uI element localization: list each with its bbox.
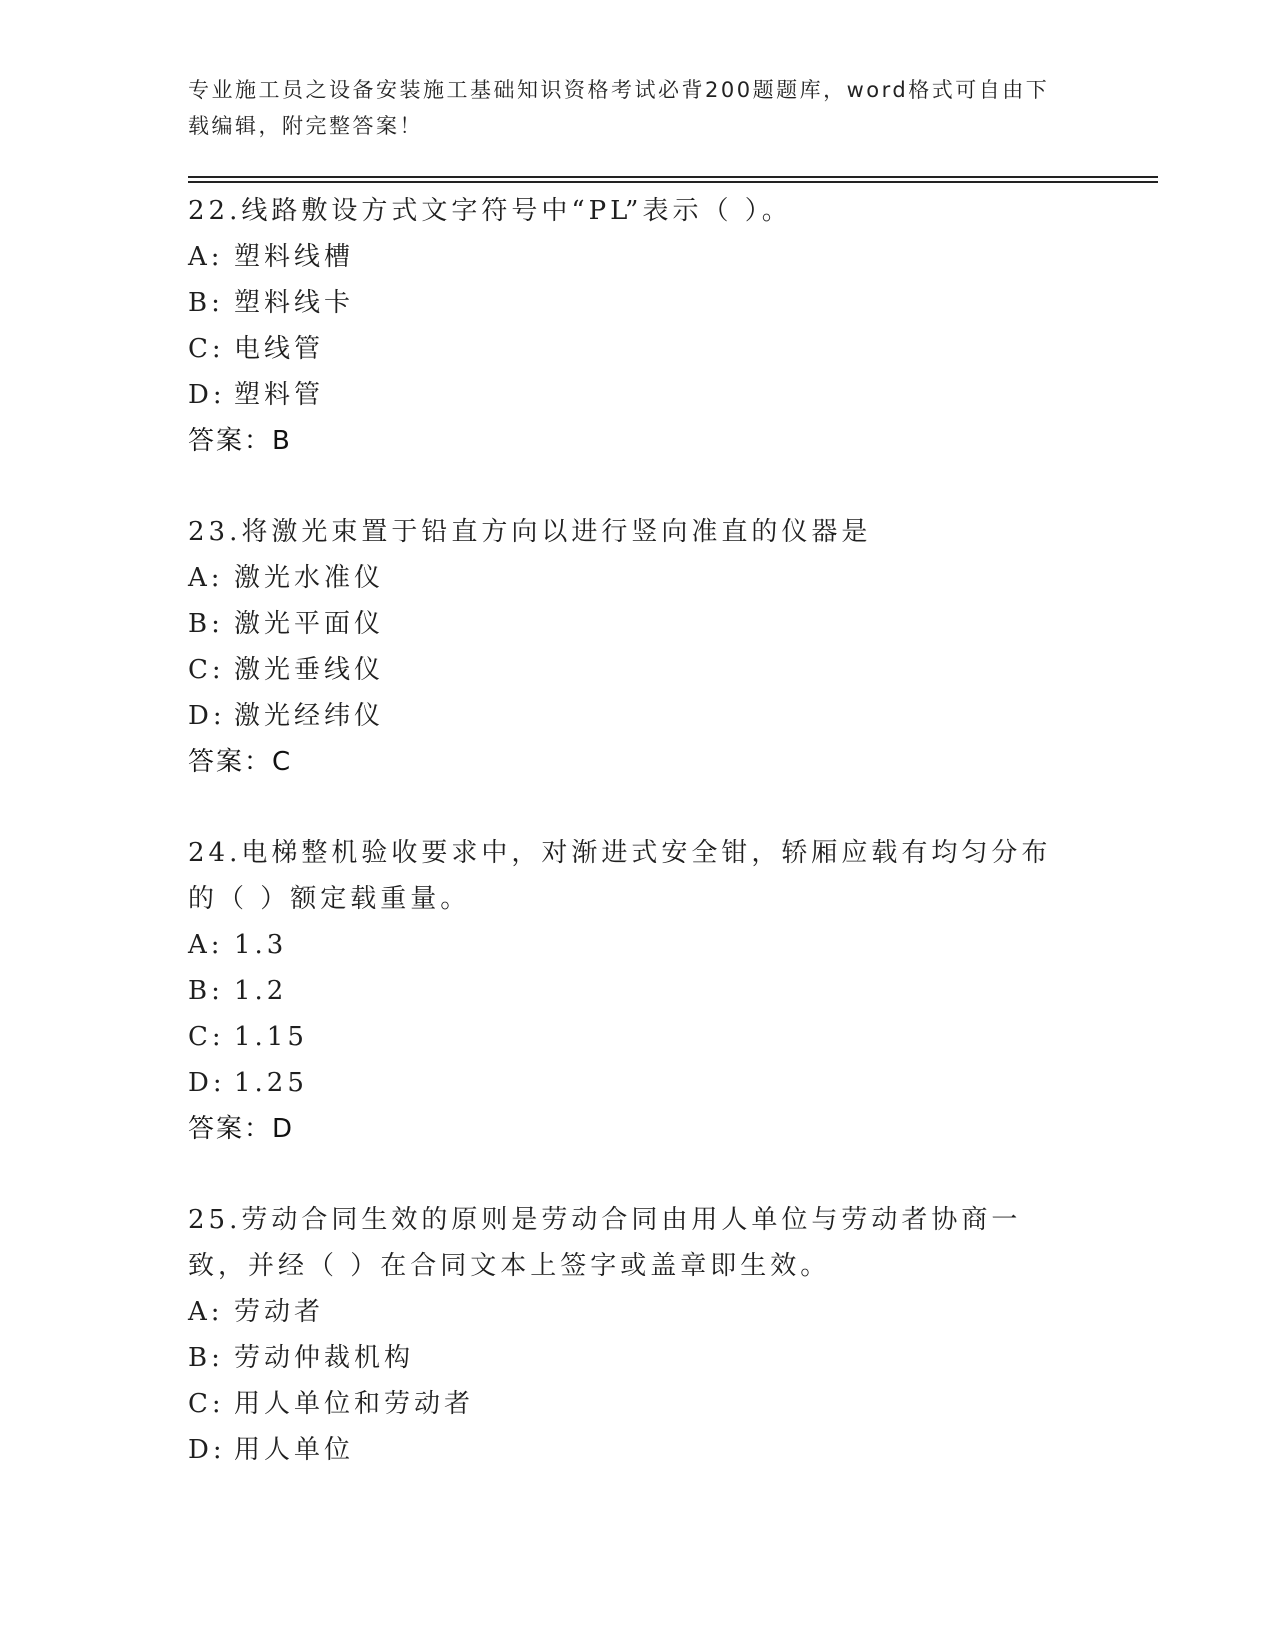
option-c <box>188 647 1068 693</box>
option-c <box>188 1381 1068 1427</box>
option-letter: A: <box>188 242 224 272</box>
answer-value: B <box>272 426 292 456</box>
option-d <box>188 1060 1068 1106</box>
option-text: 劳动者 <box>234 1297 325 1327</box>
answer-line <box>188 418 1068 464</box>
answer-value: D <box>272 1114 295 1144</box>
question-25 <box>188 1197 1068 1473</box>
answer-line <box>188 1106 1068 1152</box>
answer-prefix: 答案： <box>188 1114 273 1144</box>
option-text: 塑料线槽 <box>234 242 355 272</box>
option-letter: B: <box>188 288 224 318</box>
header-divider-top <box>188 176 1158 178</box>
option-a <box>188 555 1068 601</box>
question-text: 25.劳动合同生效的原则是劳动合同由用人单位与劳动者协商一致，并经（ ）在合同文本上签字或盖章即生效。 <box>188 1205 1022 1281</box>
question-24 <box>188 830 1068 1152</box>
option-text: 激光水准仪 <box>234 563 385 593</box>
header-divider-bottom <box>188 181 1158 183</box>
option-b <box>188 280 1068 326</box>
option-a <box>188 922 1068 968</box>
option-text: 用人单位 <box>234 1435 355 1465</box>
option-d <box>188 693 1068 739</box>
option-d <box>188 372 1068 418</box>
option-text: 激光垂线仪 <box>234 655 385 685</box>
option-text: 电线管 <box>234 334 325 364</box>
option-c <box>188 326 1068 372</box>
option-letter: D: <box>188 1435 226 1465</box>
option-letter: B: <box>188 609 224 639</box>
option-text: 激光平面仪 <box>234 609 385 639</box>
question-text: 22.线路敷设方式文字符号中“PL”表示（ ）。 <box>188 196 792 226</box>
option-c <box>188 1014 1068 1060</box>
option-text: 激光经纬仪 <box>234 701 385 731</box>
option-a <box>188 1289 1068 1335</box>
option-letter: A: <box>188 930 224 960</box>
option-letter: C: <box>188 1022 225 1052</box>
answer-prefix: 答案： <box>188 747 273 777</box>
option-d <box>188 1427 1068 1473</box>
option-letter: C: <box>188 334 225 364</box>
question-list <box>188 188 1068 1473</box>
question-text: 23.将激光束置于铅直方向以进行竖向准直的仪器是 <box>188 517 872 547</box>
answer-line <box>188 739 1068 785</box>
option-text: 1.15 <box>234 1022 308 1052</box>
option-text: 塑料线卡 <box>234 288 355 318</box>
option-letter: C: <box>188 655 225 685</box>
option-letter: A: <box>188 563 224 593</box>
question-text: 24.电梯整机验收要求中，对渐进式安全钳，轿厢应载有均匀分布的（ ）额定载重量。 <box>188 838 1052 914</box>
answer-prefix: 答案： <box>188 426 273 456</box>
option-letter: C: <box>188 1389 225 1419</box>
option-letter: B: <box>188 1343 224 1373</box>
option-letter: A: <box>188 1297 224 1327</box>
option-letter: D: <box>188 380 226 410</box>
answer-value: C <box>272 747 293 777</box>
question-22 <box>188 188 1068 464</box>
option-b <box>188 1335 1068 1381</box>
option-b <box>188 601 1068 647</box>
option-text: 1.25 <box>234 1068 308 1098</box>
option-text: 1.3 <box>234 930 288 960</box>
option-b <box>188 968 1068 1014</box>
option-letter: D: <box>188 1068 226 1098</box>
option-text: 劳动仲裁机构 <box>234 1343 415 1373</box>
option-text: 1.2 <box>234 976 288 1006</box>
option-letter: B: <box>188 976 224 1006</box>
question-23 <box>188 509 1068 785</box>
option-a <box>188 234 1068 280</box>
document-header: 专业施工员之设备安装施工基础知识资格考试必背200题题库，word格式可自由下载编辑，附完整答案！ <box>188 78 1050 138</box>
option-text: 塑料管 <box>234 380 325 410</box>
option-text: 用人单位和劳动者 <box>234 1389 475 1419</box>
option-letter: D: <box>188 701 226 731</box>
